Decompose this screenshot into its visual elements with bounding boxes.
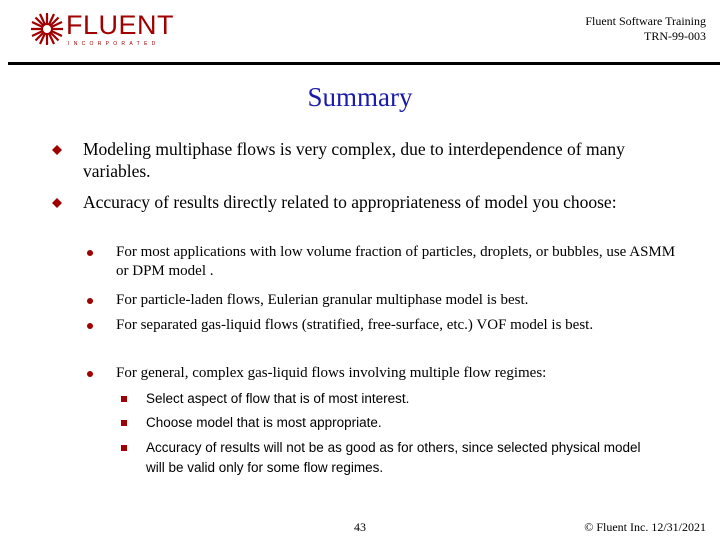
header-line-1: Fluent Software Training <box>585 14 706 28</box>
logo-star-icon <box>30 12 64 46</box>
page-number: 43 <box>354 520 366 534</box>
diamond-bullet-icon <box>52 145 62 155</box>
dot-bullet-icon <box>87 371 93 377</box>
square-bullet-icon <box>121 445 127 451</box>
copyright-notice: © Fluent Inc. 12/31/2021 <box>584 520 706 534</box>
square-bullet-icon <box>121 396 127 402</box>
diamond-bullet-icon <box>52 198 62 208</box>
bullet-item: Accuracy of results directly related to appropriateness of model you choose: <box>83 192 617 212</box>
sub-sub-bullet-item: Accuracy of results will not be as good as for others, since selected physical model will be valid only for some flow regimes. <box>146 440 641 475</box>
logo-wordmark: FLUENT <box>66 10 175 40</box>
fluent-logo <box>30 10 175 50</box>
sub-sub-bullet-item: Select aspect of flow that is of most interest. <box>146 391 410 406</box>
sub-bullet-item: For general, complex gas-liquid flows involving multiple flow regimes: <box>116 365 547 381</box>
dot-bullet-icon <box>87 298 93 304</box>
dot-bullet-icon <box>87 323 93 329</box>
header-rule <box>8 62 720 65</box>
header-info <box>585 14 706 44</box>
sub-sub-bullet-item: Choose model that is most appropriate. <box>146 415 382 430</box>
slide-title: Summary <box>307 82 413 112</box>
dot-bullet-icon <box>87 250 93 256</box>
logo-subtext: INCORPORATED <box>68 41 160 47</box>
sub-bullet-item: For particle-laden flows, Eulerian granular multiphase model is best. <box>116 292 529 308</box>
header-line-2: TRN-99-003 <box>644 29 706 43</box>
sub-bullet-item: For most applications with low volume fraction of particles, droplets, or bubbles, use ASMM or DPM model . <box>116 244 676 279</box>
square-bullet-icon <box>121 420 127 426</box>
sub-bullet-item: For separated gas-liquid flows (stratified, free-surface, etc.) VOF model is best. <box>116 317 594 333</box>
bullet-item: Modeling multiphase flows is very complex, due to interdependence of many variables. <box>83 139 625 181</box>
